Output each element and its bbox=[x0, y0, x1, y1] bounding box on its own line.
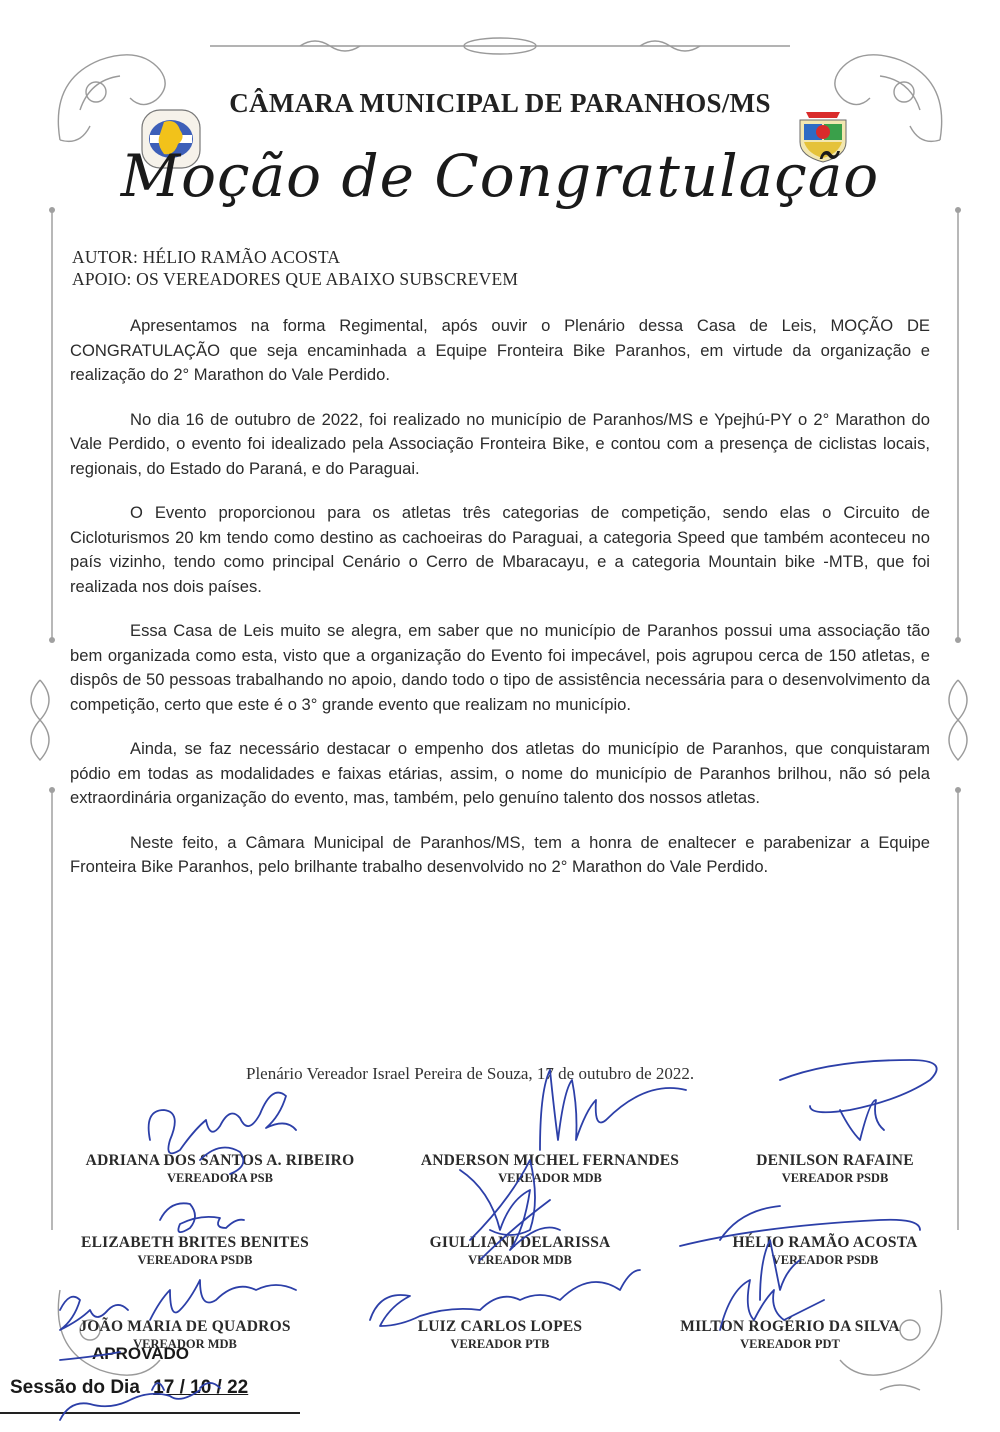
signatory-block bbox=[700, 1234, 950, 1268]
signatory-block bbox=[60, 1152, 380, 1186]
signatory-role: VEREADOR PSDB bbox=[771, 1253, 879, 1267]
signatory-name: DENILSON RAFAINE bbox=[756, 1152, 914, 1169]
signatory-name: JOÃO MARIA DE QUADROS bbox=[79, 1318, 291, 1335]
signatory-name: ELIZABETH BRITES BENITES bbox=[81, 1234, 309, 1251]
signatory-name: ADRIANA DOS SANTOS A. RIBEIRO bbox=[85, 1152, 355, 1169]
signatory-block bbox=[400, 1234, 640, 1268]
session-stamp bbox=[10, 1377, 248, 1399]
approved-stamp: APROVADO bbox=[92, 1344, 189, 1363]
signatory-block bbox=[60, 1234, 330, 1268]
author-block bbox=[72, 246, 518, 290]
body-paragraph: O Evento proporcionou para os atletas três categorias de competição, sendo elas o Circuito de Cicloturismos 20 km tendo como destino as cachoeiras do Paraguai, a categoria Speed que também aconteceu no país vizinho, tendo como principal Cenário o Cerro de Mbaracayu, e a categoria Mountain bike -MTB, que foi realizada nos dois países. bbox=[70, 503, 930, 596]
body-paragraph: Ainda, se faz necessário destacar o empenho dos atletas do município de Paranhos, que conquistaram pódio em todas as modalidades e faixas etárias, assim, o nome do município de Paranhos brilhou, não só pela extraordinária organização do evento, mas, também, pelo genuíno talento dos nossos atletas. bbox=[70, 739, 930, 807]
signatory-name: HÉLIO RAMÃO ACOSTA bbox=[732, 1234, 918, 1251]
signatory-name: LUIZ CARLOS LOPES bbox=[417, 1318, 583, 1335]
place-and-date: Plenário Vereador Israel Pereira de Souza, 17 de outubro de 2022. bbox=[246, 1064, 695, 1083]
signatory-block bbox=[720, 1152, 950, 1186]
document-title: Moção de Congratulação bbox=[120, 142, 880, 210]
signatory-role: VEREADOR PTB bbox=[450, 1337, 550, 1351]
signatory-name: GIULLIANI DELARISSA bbox=[429, 1234, 611, 1251]
signatory-role: VEREADOR PDT bbox=[740, 1337, 840, 1351]
signatory-role: VEREADOR MDB bbox=[498, 1171, 602, 1185]
body-paragraph: No dia 16 de outubro de 2022, foi realizado no município de Paranhos/MS e Ypejhú-PY o 2° Marathon do Vale Perdido, o evento foi idealizado pela Associação Fronteira Bike, e contou com a presença de ciclistas locais, regionais, do Estado do Paraná, e do Paraguai. bbox=[70, 409, 930, 478]
signatory-block bbox=[400, 1318, 600, 1352]
support-line: APOIO: OS VEREADORES QUE ABAIXO SUBSCREVEM bbox=[72, 269, 519, 289]
signatory-role: VEREADOR MDB bbox=[133, 1337, 237, 1351]
chamber-header-title: CÂMARA MUNICIPAL DE PARANHOS/MS bbox=[229, 88, 771, 118]
signatory-name: MILTON ROGÉRIO DA SILVA bbox=[680, 1318, 900, 1335]
signatory-role: VEREADORA PSDB bbox=[137, 1253, 253, 1267]
stamp-underline bbox=[0, 1412, 300, 1414]
motion-body bbox=[70, 314, 930, 900]
signatory-block bbox=[400, 1152, 700, 1186]
signatory-block bbox=[660, 1318, 920, 1352]
signatory-role: VEREADORA PSB bbox=[167, 1171, 273, 1185]
signatory-role: VEREADOR PSDB bbox=[781, 1171, 889, 1185]
author-line: AUTOR: HÉLIO RAMÃO ACOSTA bbox=[72, 247, 341, 267]
body-paragraph: Essa Casa de Leis muito se alegra, em saber que no município de Paranhos possui uma associação tão bem organizada como esta, visto que a organização do Evento foi impecável, pois agrupou cerca de 150 atletas, e dispôs de 50 pessoas trabalhando no apoio, dando todo o tipo de assistência necessária para o desenvolvimento da competição, certo que este é o 3° grande evento que realizam no município. bbox=[70, 621, 930, 714]
signatory-role: VEREADOR MDB bbox=[468, 1253, 572, 1267]
body-paragraph: Apresentamos na forma Regimental, após ouvir o Plenário dessa Casa de Leis, MOÇÃO DE CONGRATULAÇÃO que seja encaminhada a Equipe Fronteira Bike Paranhos, em virtude da organização e realização do 2° Marathon do Vale Perdido. bbox=[70, 316, 930, 384]
session-date: 17 / 10 / 22 bbox=[153, 1377, 249, 1398]
body-paragraph: Neste feito, a Câmara Municipal de Paranhos/MS, tem a honra de enaltecer e parabenizar a Equipe Fronteira Bike Paranhos, pelo brilhante trabalho desenvolvido no 2° Marathon do Vale Perdido. bbox=[70, 832, 930, 876]
signatory-name: ANDERSON MICHEL FERNANDES bbox=[420, 1152, 680, 1169]
session-label: Sessão do Dia bbox=[10, 1377, 140, 1398]
